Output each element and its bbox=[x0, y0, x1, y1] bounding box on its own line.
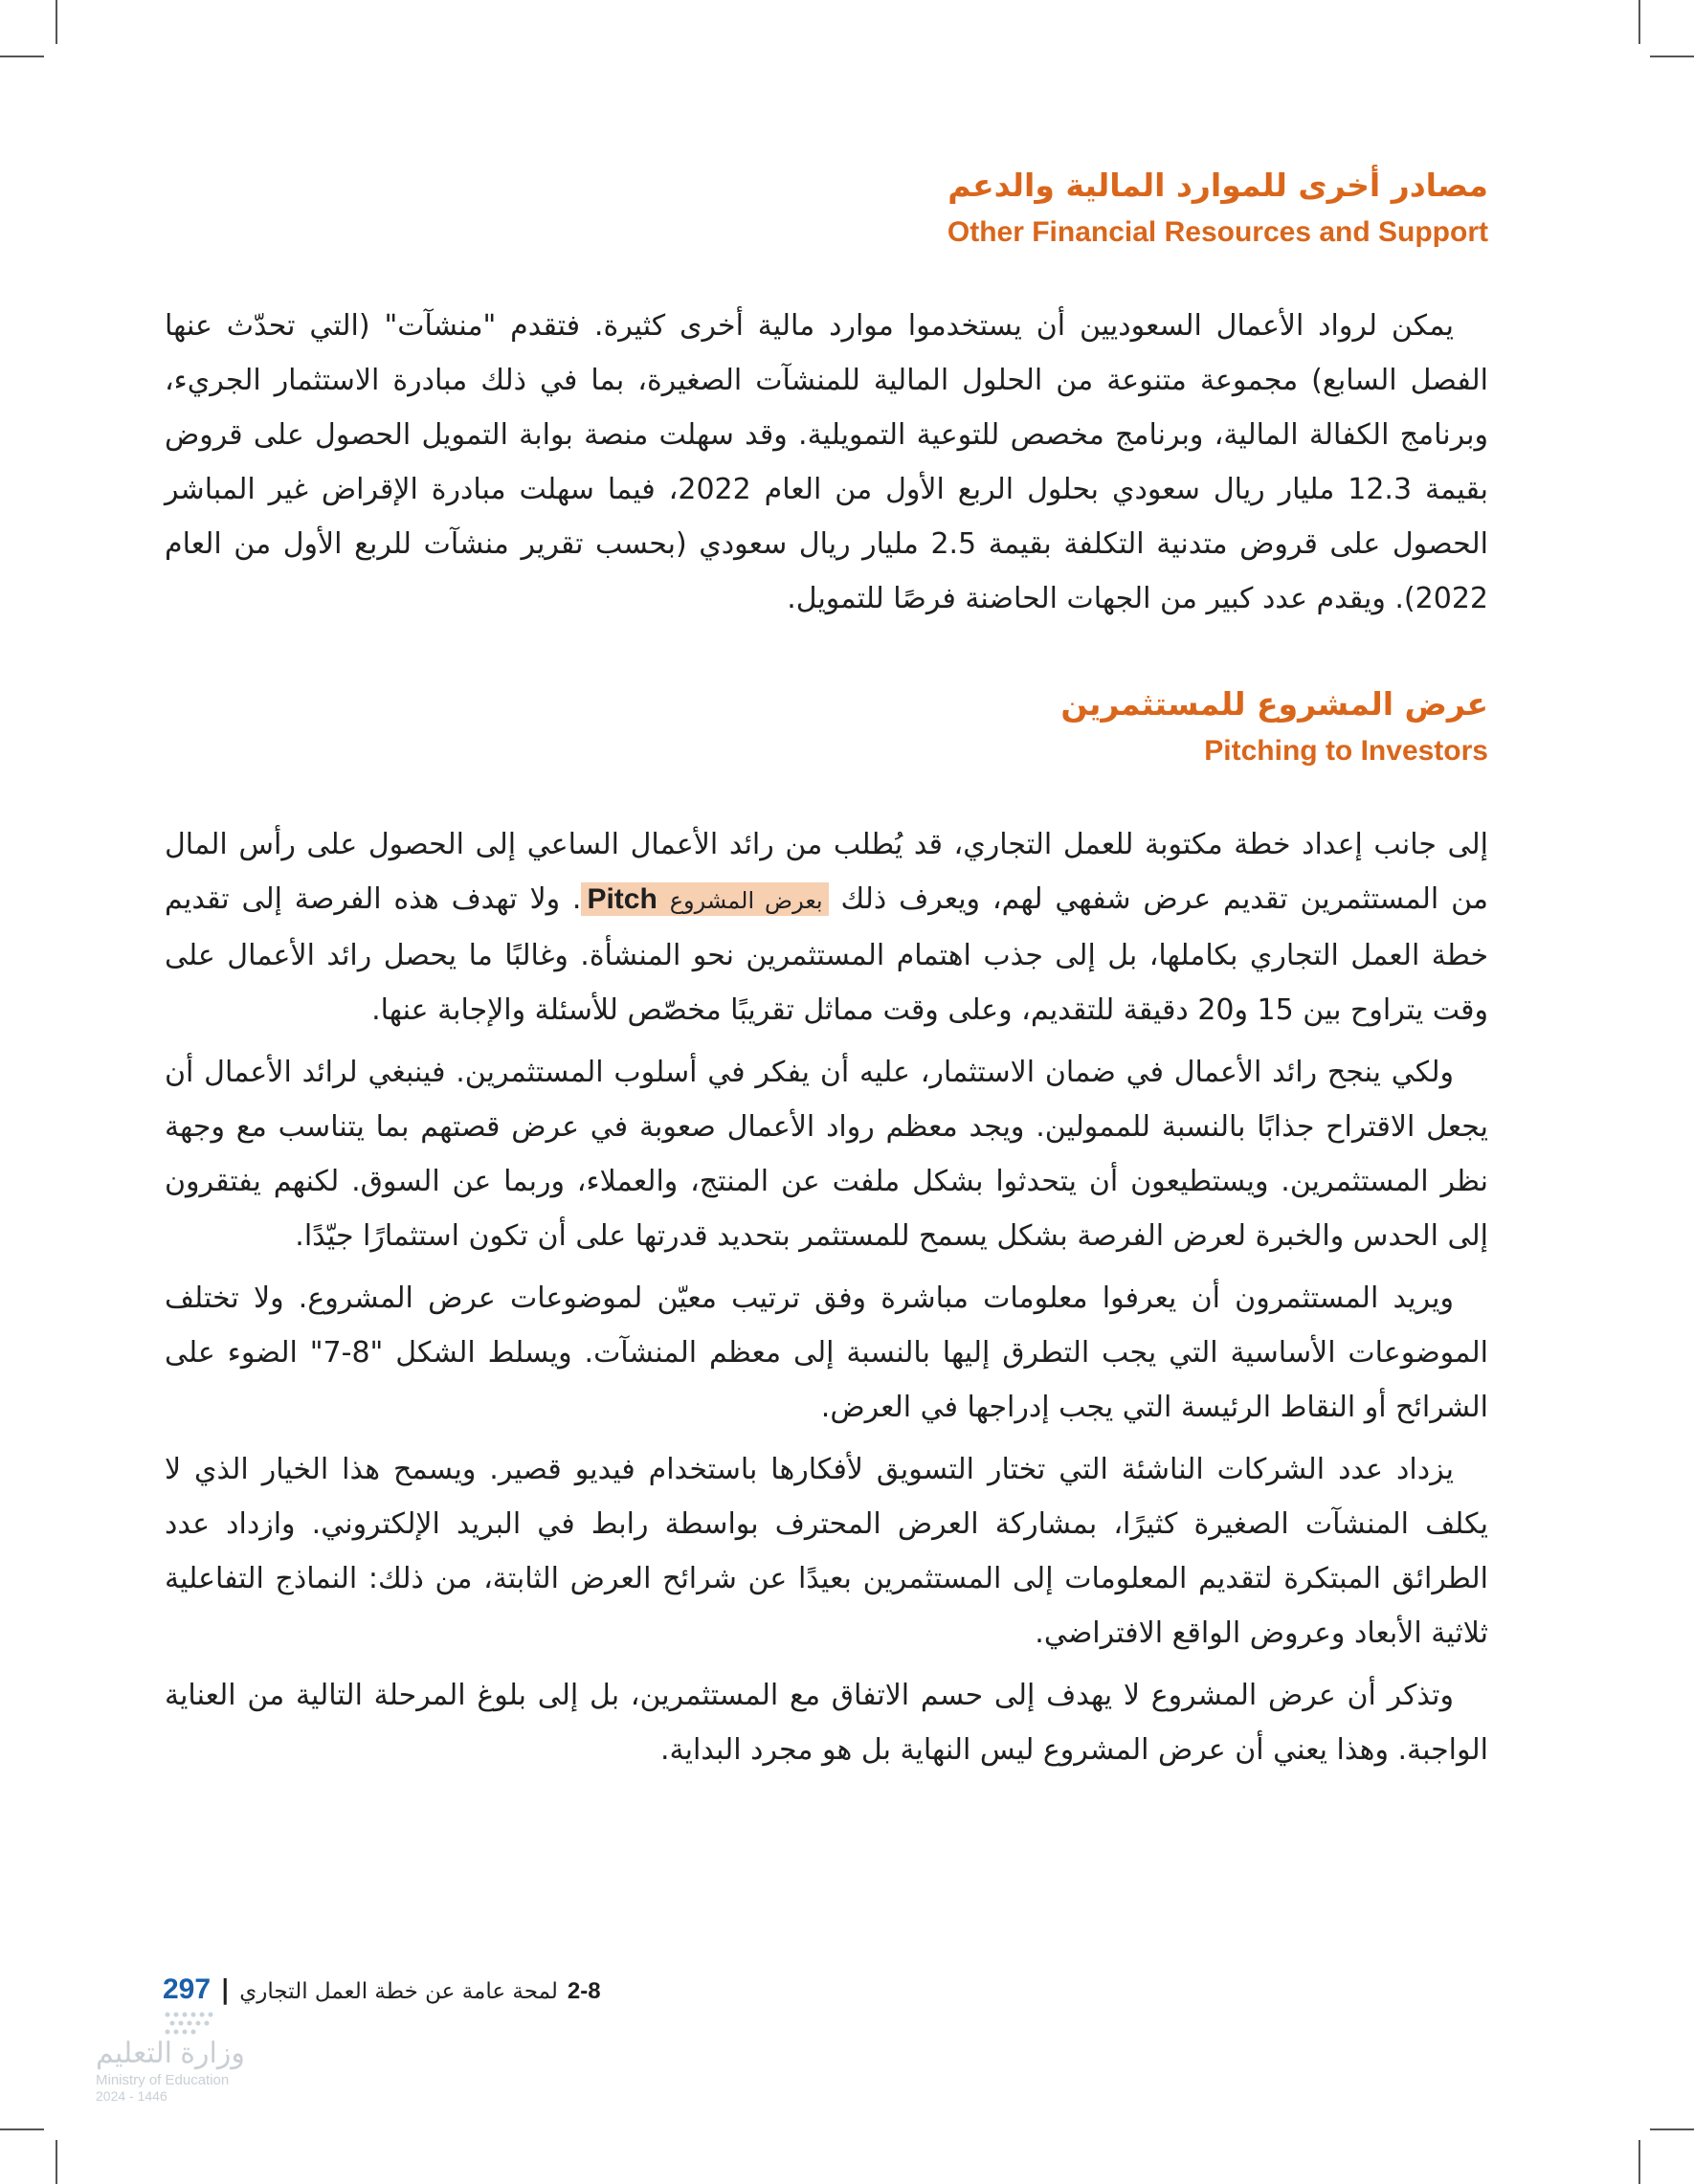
crop-mark bbox=[1638, 0, 1640, 44]
highlighted-term bbox=[581, 882, 828, 916]
paragraph: يمكن لرواد الأعمال السعوديين أن يستخدموا موارد مالية أخرى كثيرة. فتقدم "منشآت" (التي تحدّث عنها الفصل السابع) مجموعة متنوعة من الحلول المالية للمنشآت الصغيرة، بما في ذلك مبادرة الاستثمار الجريء، وبرنامج الكفالة المالية، وبرنامج مخصص للتوعية التمويلية. وقد سهلت منصة بوابة التمويل الحصول على قروض بقيمة 12.3 مليار ريال سعودي بحلول الربع الأول من العام 2022، فيما سهلت مبادرة الإقراض غير المباشر الحصول على قروض متدنية التكلفة بقيمة 2.5 مليار ريال سعودي (بحسب تقرير منشآت للربع الأول من العام 2022). ويقدم عدد كبير من الجهات الحاضنة فرصًا للتمويل. bbox=[165, 309, 1488, 615]
paragraph: ويريد المستثمرون أن يعرفوا معلومات مباشرة وفق ترتيب معيّن لموضوعات عرض المشروع. ولا تختلف الموضوعات الأساسية التي يجب التطرق إليها بالنسبة إلى معظم المنشآت. ويسلط الشكل "8-7" الضوء على الشرائح أو النقاط الرئيسة التي يجب إدراجها في العرض. bbox=[165, 1281, 1488, 1424]
paragraph: وتذكر أن عرض المشروع لا يهدف إلى حسم الاتفاق مع المستثمرين، بل إلى بلوغ المرحلة التالية من العناية الواجبة. وهذا يعني أن عرض المشروع ليس النهاية بل هو مجرد البداية. bbox=[165, 1679, 1488, 1767]
ministry-logo-dots-icon bbox=[163, 2010, 278, 2039]
crop-mark bbox=[0, 56, 44, 57]
section-heading-en: Pitching to Investors bbox=[1204, 735, 1488, 767]
term-ar: بعرض المشروع bbox=[669, 887, 823, 914]
crop-mark bbox=[56, 2140, 57, 2184]
page-number: 297 bbox=[163, 1973, 212, 2005]
crop-mark bbox=[56, 0, 57, 44]
section-heading-ar: مصادر أخرى للموارد المالية والدعم bbox=[947, 167, 1488, 204]
paragraph: ولكي ينجح رائد الأعمال في ضمان الاستثمار، عليه أن يفكر في أسلوب المستثمرين. فينبغي لرائد الأعمال أن يجعل الاقتراح جذابًا بالنسبة للممولين. ويجد معظم رواد الأعمال صعوبة في عرض قصتهم بما يتناسب مع وجهة نظر المستثمرين. ويستطيعون أن يتحدثوا بشكل ملفت عن المنتج، والعملاء، وربما عن السوق. لكنهم يفتقرون إلى الحدس والخبرة لعرض الفرصة بشكل يسمح للمستثمر بتحديد قدرتها على أن تكون استثمارًا جيّدًا. bbox=[165, 1056, 1488, 1253]
paragraph-text: إلى جانب إعداد خطة مكتوبة للعمل التجاري، قد يُطلب من رائد الأعمال الساعي إلى الحصول على رأس المال من المستثمرين تقديم عرض شفهي لهم، ويعرف ذلك bbox=[165, 828, 1488, 916]
paragraph-text: . ولا تهدف هذه الفرصة إلى تقديم خطة العمل التجاري بكاملها، بل إلى جذب اهتمام المستثمرين نحو المنشأة. وغالبًا ما يحصل رائد الأعمال على وقت يتراوح بين 15 و20 دقيقة للتقديم، وعلى وقت مماثل تقريبًا مخصّص للأسئلة والإجابة عنها. bbox=[165, 882, 1488, 1027]
crop-mark bbox=[1650, 2128, 1694, 2130]
crop-mark bbox=[0, 2128, 44, 2130]
chapter-title: لمحة عامة عن خطة العمل التجاري bbox=[239, 1979, 558, 2004]
page-content bbox=[165, 163, 1488, 1777]
term-en: Pitch bbox=[587, 883, 658, 915]
ministry-name-ar: وزارة التعليم bbox=[96, 2038, 245, 2069]
paragraph-pitch-intro bbox=[165, 817, 1488, 1037]
crop-mark bbox=[1650, 56, 1694, 57]
footer-separator: | bbox=[220, 1973, 231, 2005]
ministry-watermark bbox=[96, 2037, 245, 2104]
paragraph: يزداد عدد الشركات الناشئة التي تختار التسويق لأفكارها باستخدام فيديو قصير. ويسمح هذا الخيار الذي لا يكلف المنشآت الصغيرة كثيرًا، بمشاركة العرض المحترف بواسطة رابط في البريد الإلكتروني. وازداد عدد الطرائق المبتكرة لتقديم المعلومات إلى المستثمرين بعيدًا عن شرائح العرض الثابتة، من ذلك: النماذج التفاعلية ثلاثية الأبعاد وعروض الواقع الافتراضي. bbox=[165, 1453, 1488, 1650]
page-footer bbox=[163, 1973, 601, 2006]
chapter-code: 2-8 bbox=[567, 1978, 601, 2004]
section-heading-ar: عرض المشروع للمستثمرين bbox=[1060, 685, 1488, 723]
section-heading-en: Other Financial Resources and Support bbox=[947, 216, 1488, 248]
crop-mark bbox=[1638, 2140, 1640, 2184]
ministry-name-en: Ministry of Education bbox=[96, 2072, 230, 2088]
ministry-year: 2024 - 1446 bbox=[96, 2088, 167, 2104]
